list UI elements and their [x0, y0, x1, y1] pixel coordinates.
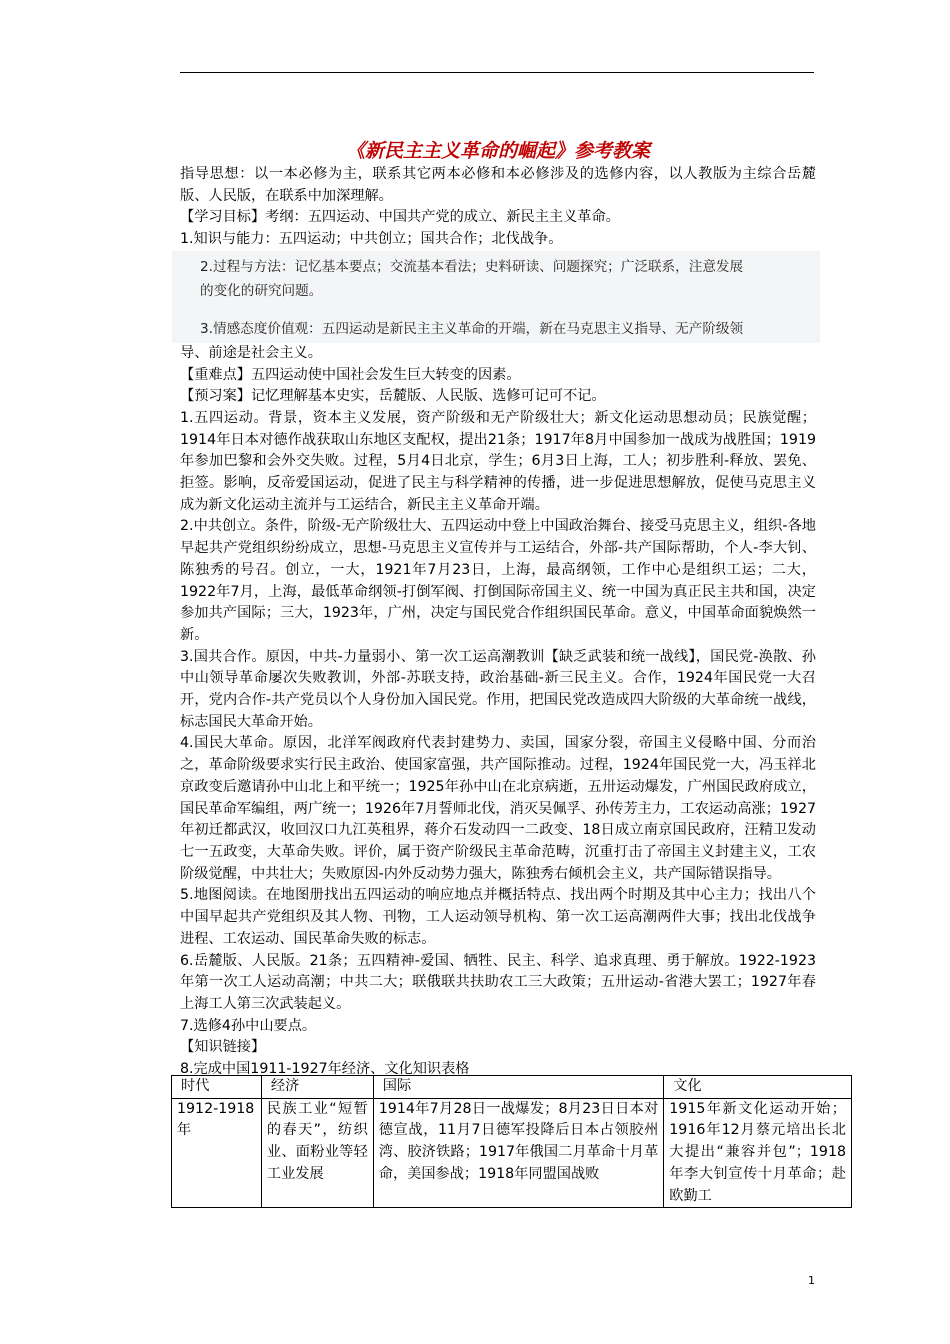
other-editions-paragraph: 6.岳麓版、人民版。21条；五四精神-爱国、牺牲、民主、科学、追求真理、勇于解放。1922-1923年第一次工人运动高潮；中共二大；联俄联共扶助农工三大政策；五卅运动-省港大罢工；1927年春上海工人第三次武装起义。 — [180, 952, 816, 1012]
may-fourth-paragraph: 1.五四运动。背景，资本主义发展，资产阶级和无产阶级壮大；新文化运动思想动员；民族觉醒；1914年日本对德作战获取山东地区支配权，提出21条；1917年8月中国参加一战成为战胜国；1919年参加巴黎和会外交失败。过程，5月4日北京，学生；6月3日上海，工人；初步胜利-释放、罢免、拒签。影响，反帝爱国运动，促进了民主与科学精神的传播，进一步促进思想解放，促使马克思主义成为新文化运动主流并与工运结合，新民主主义革命开端。 — [180, 409, 816, 513]
key-difficulty-paragraph: 【重难点】五四运动使中国社会发生巨大转变的因素。 — [180, 366, 521, 383]
learning-goals-paragraph: 【学习目标】考纲：五四运动、中国共产党的成立、新民主主义革命。 — [180, 209, 620, 226]
table-header-cell: 文化 — [664, 1076, 852, 1099]
ccp-founding-paragraph: 2.中共创立。条件，阶级-无产阶级壮大、五四运动中登上中国政治舞台、接受马克思主义，组织-各地早起共产党组织纷纷成立，思想-马克思主义宣传并与工运结合，外部-共产国际帮助，个人-李大钊、陈独秀的号召。创立，一大，1921年7月23日，上海，最高纲领，工作中心是组织工运；二大，1922年7月，上海，最低革命纲领-打倒军阀、打倒国际帝国主义、统一中国为真正民主共和国，决定参加共产国际；三大，1923年，广州，决定与国民党合作组织国民革命。意义，中国革命面貌焕然一新。 — [180, 518, 816, 643]
emotion-values-cont: 导、前途是社会主义。 — [180, 344, 322, 361]
knowledge-ability-paragraph: 1.知识与能力：五四运动；中共创立；国共合作；北伐战争。 — [180, 231, 563, 248]
document-body — [180, 138, 816, 1081]
knowledge-link-heading: 【知识链接】 — [180, 1039, 266, 1056]
table-header-row — [172, 1076, 852, 1099]
page-number: 1 — [808, 1274, 815, 1287]
table-header-cell: 国际 — [373, 1076, 664, 1099]
table-cell-economy: 民族工业“短暂的春天”，纺织业、面粉业等轻工业发展 — [261, 1098, 373, 1208]
national-revolution-paragraph: 4.国民大革命。原因，北洋军阀政府代表封建势力、卖国，国家分裂，帝国主义侵略中国、分而治之，革命阶级要求实行民主政治、使国家富强，共产国际推动。过程，1924年国民党一大，冯玉祥北京政变后邀请孙中山北上和平统一；1925年孙中山在北京病逝，五卅运动爆发，广州国民政府成立，国民革命军编组，两广统一；1926年7月誓师北伐，消灭吴佩孚、孙传芳主力，工农运动高涨；1927年初迁都武汉，收回汉口九江英租界，蒋介石发动四一二政变、18日成立南京国民政府，汪精卫发动七一五政变，大革命失败。评价，属于资产阶级民主革命范畴，沉重打击了帝国主义封建主义，工农阶级觉醒，中共壮大；失败原因-内外反动势力强大，陈独秀右倾机会主义，共产国际错误指导。 — [180, 735, 816, 882]
table-row — [172, 1098, 852, 1208]
kmt-ccp-cooperation-paragraph: 3.国共合作。原因，中共-力量弱小、第一次工运高潮教训【缺乏武装和统一战线】，国民党-涣散、孙中山领导革命屡次失败教训，外部-苏联支持，政治基础-新三民主义。合作，1924年国民党一大召开，党内合作-共产党员以个人身份加入国民党。作用，把国民党改造成四大阶级的大革命统一战线，标志国民大革命开始。 — [180, 648, 816, 730]
knowledge-table — [171, 1075, 852, 1208]
elective-paragraph: 7.选修4孙中山要点。 — [180, 1017, 317, 1034]
table-instruction-paragraph: 8.完成中国1911-1927年经济、文化知识表格 — [180, 1061, 470, 1078]
table-cell-era: 1912-1918年 — [172, 1098, 262, 1208]
highlighted-goals-box — [172, 251, 820, 343]
table-header-cell: 经济 — [261, 1076, 373, 1099]
guiding-idea-paragraph: 指导思想：以一本必修为主，联系其它两本必修和本必修涉及的选修内容，以人教版为主综合岳麓版、人民版，在联系中加深理解。 — [180, 166, 816, 204]
document-title: 《新民主主义革命的崛起》参考教案 — [345, 140, 650, 162]
process-method-line-cont: 的变化的研究问题。 — [200, 282, 323, 299]
process-method-line: 2.过程与方法：记忆基本要点；交流基本看法；史料研读、问题探究；广泛联系，注意发展 — [200, 258, 744, 275]
map-reading-paragraph: 5.地图阅读。在地图册找出五四运动的响应地点并概括特点、找出两个时期及其中心主力；找出八个中国早起共产党组织及其人物、刊物，工人运动领导机构、第一次工运高潮两件大事；找出北伐战争进程、工农运动、国民革命失败的标志。 — [180, 887, 816, 947]
preview-paragraph: 【预习案】记忆理解基本史实，岳麓版、人民版、选修可记可不记。 — [180, 388, 606, 405]
header-rule — [180, 72, 814, 73]
emotion-values-line: 3.情感态度价值观：五四运动是新民主主义革命的开端，新在马克思主义指导、无产阶级领 — [200, 320, 744, 337]
table-cell-culture: 1915年新文化运动开始；1916年12月蔡元培出长北大提出“兼容并包”；1918年李大钊宣传十月革命；赴欧勤工 — [664, 1098, 852, 1208]
table-cell-international: 1914年7月28日一战爆发；8月23日日本对德宣战，11月7日德军投降后日本占领胶州湾、胶济铁路；1917年俄国二月革命十月革命，美国参战；1918年同盟国战败 — [373, 1098, 664, 1208]
table-header-cell: 时代 — [172, 1076, 262, 1099]
